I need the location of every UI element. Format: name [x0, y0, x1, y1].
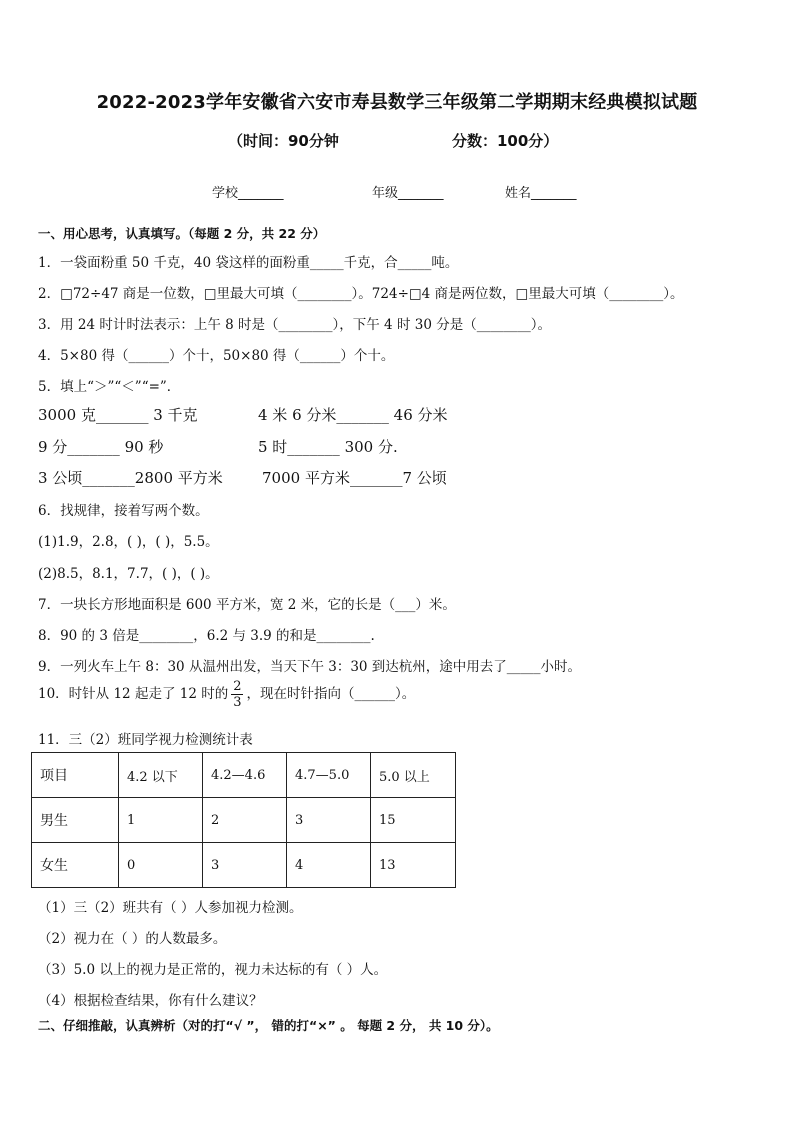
q5-row2-right: 5 时_______ 300 分.: [258, 438, 398, 456]
table-cell: 13: [371, 843, 456, 888]
question-6: 6．找规律，接着写两个数。: [38, 503, 209, 519]
question-7: 7．一块长方形地面积是 600 平方米，宽 2 米，它的长是（___）米。: [38, 597, 456, 613]
q5-row3-left: 3 公顷_______2800 平方米: [38, 469, 223, 487]
q10-suffix: ，现在时针指向（______）。: [246, 686, 416, 702]
question-6b: (2)8.5，8.1，7.7，( )，( )。: [38, 566, 219, 582]
table-row: [32, 798, 456, 843]
table-cell: 男生: [32, 798, 119, 843]
question-5: 5．填上“＞”“＜”“=”．: [38, 379, 181, 395]
table-row: [32, 843, 456, 888]
table-cell: 0: [119, 843, 203, 888]
section2-heading: 二、仔细推敲，认真辨析（对的打“√ ”， 错的打“×” 。 每题 2 分， 共 10 分）。: [38, 1018, 499, 1033]
question-4: 4．5×80 得（______）个十，50×80 得（______）个十。: [38, 348, 395, 364]
table-cell: 4: [287, 843, 371, 888]
question-8: 8．90 的 3 倍是________，6.2 与 3.9 的和是________.: [38, 628, 375, 644]
question-3: 3．用 24 时计时法表示：上午 8 时是（________），下午 4 时 30 分是（________）。: [38, 317, 551, 333]
total-score: 分数：100分）: [452, 132, 559, 150]
table-header-cell: 4.7—5.0: [287, 753, 371, 798]
question-11-1: （1）三（2）班共有（ ）人参加视力检测。: [38, 900, 303, 916]
table-cell: 3: [287, 798, 371, 843]
fraction-numerator: 2: [233, 679, 242, 694]
question-11: 11．三（2）班同学视力检测统计表: [38, 732, 253, 748]
fraction-denominator: 3: [233, 695, 242, 710]
q5-row1-left: 3000 克_______ 3 千克: [38, 406, 198, 424]
table-cell: 2: [203, 798, 287, 843]
table-cell: 15: [371, 798, 456, 843]
table-header-row: [32, 753, 456, 798]
question-9: 9．一列火车上午 8：30 从温州出发，当天下午 3：30 到达杭州，途中用去了_____小时。: [38, 659, 582, 675]
exam-title: 2022-2023学年安徽省六安市寿县数学三年级第二学期期末经典模拟试题: [96, 92, 698, 113]
question-11-2: （2）视力在（ ）的人数最多。: [38, 931, 227, 947]
question-6a: (1)1.9，2.8，( )，( )，5.5。: [38, 534, 219, 550]
q5-row1-right: 4 米 6 分米_______ 46 分米: [258, 406, 448, 424]
name-field: 姓名_______: [505, 186, 577, 201]
section1-heading: 一、用心思考，认真填写。（每题 2 分，共 22 分）: [38, 226, 326, 241]
question-1: 1．一袋面粉重 50 千克，40 袋这样的面粉重_____千克，合_____吨。: [38, 255, 459, 271]
school-field: 学校_______: [212, 186, 284, 201]
table-header-cell: 4.2 以下: [119, 753, 203, 798]
question-11-3: （3）5.0 以上的视力是正常的，视力未达标的有（ ）人。: [38, 962, 388, 978]
vision-stats-table: [31, 752, 456, 888]
q5-row3-right: 7000 平方米_______7 公顷: [262, 469, 447, 487]
question-2: 2．□72÷47 商是一位数，□里最大可填（________）。724÷□4 商是两位数，□里最大可填（________）。: [38, 286, 684, 302]
question-11-4: （4）根据检查结果，你有什么建议？: [38, 993, 263, 1009]
question-10: [38, 680, 415, 709]
time-limit: （时间：90分钟: [228, 132, 339, 150]
q10-prefix: 10．时针从 12 起走了 12 时的: [38, 686, 229, 702]
table-cell: 3: [203, 843, 287, 888]
table-header-cell: 4.2—4.6: [203, 753, 287, 798]
table-cell: 1: [119, 798, 203, 843]
grade-field: 年级_______: [372, 186, 444, 201]
q5-row2-left: 9 分_______ 90 秒: [38, 438, 164, 456]
table-header-cell: 5.0 以上: [371, 753, 456, 798]
table-cell: 女生: [32, 843, 119, 888]
fraction-two-thirds: [231, 680, 243, 709]
table-header-cell: 项目: [32, 753, 119, 798]
